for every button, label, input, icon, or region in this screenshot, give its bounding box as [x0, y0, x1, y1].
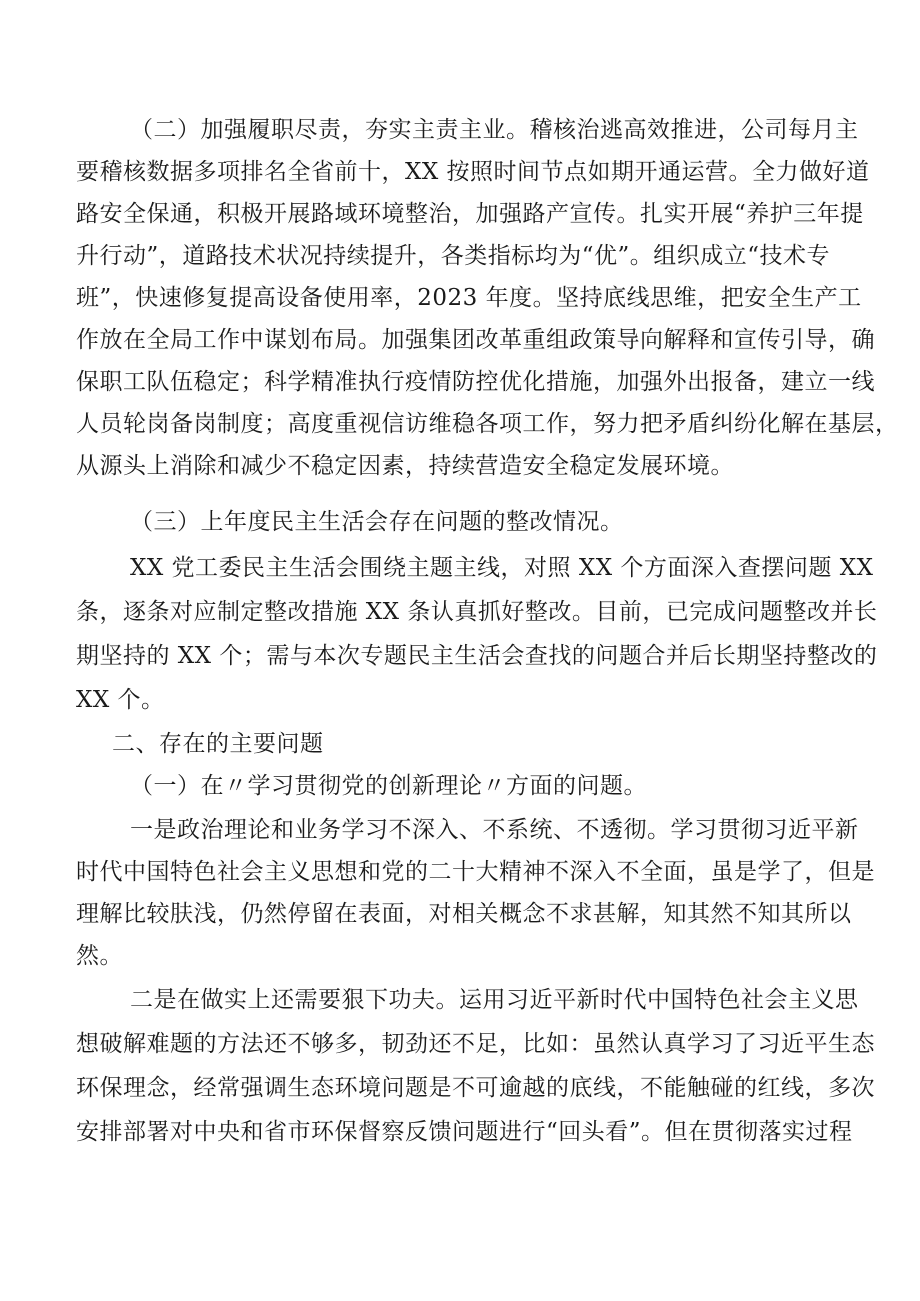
- problem-2-line-2: 想破解难题的方法还不够多，韧劲还不足，比如：虽然认真学习了习近平生态: [76, 1031, 875, 1057]
- section-3-line-1: XX 党工委民主生活会围绕主题主线，对照 XX 个方面深入查摆问题 XX: [130, 555, 874, 581]
- section-2-line-5: 班”，快速修复提高设备使用率，2023 年度。坚持底线思维，把安全生产工: [76, 285, 862, 311]
- section-3-heading: （三）上年度民主生活会存在问题的整改情况。: [130, 509, 624, 535]
- problem-2-line-3: 环保理念，经常强调生态环境问题是不可逾越的底线，不能触碰的红线，多次: [76, 1075, 875, 1101]
- problem-2-line-1: 二是在做实上还需要狠下功夫。运用习近平新时代中国特色社会主义思: [130, 987, 859, 1013]
- section-2-line-6: 作放在全局工作中谋划布局。加强集团改革重组政策导向解释和宣传引导，确: [76, 327, 875, 353]
- problem-1-line-1: 一是政治理论和业务学习不深入、不系统、不透彻。学习贯彻习近平新: [130, 817, 859, 843]
- problem-1-line-3: 理解比较肤浅，仍然停留在表面，对相关概念不求甚解，知其然不知其所以: [76, 901, 852, 927]
- problem-2-line-4: 安排部署对中央和省市环保督察反馈问题进行“回头看”。但在贯彻落实过程: [76, 1119, 853, 1145]
- section-2-line-1: （二）加强履职尽责，夯实主责主业。稽核治逃高效推进，公司每月主: [130, 117, 859, 143]
- section-2-line-8: 人员轮岗备岗制度；高度重视信访维稳各项工作，努力把矛盾纠纷化解在基层，: [76, 411, 899, 437]
- section-3-line-3: 期坚持的 XX 个；需与本次专题民主生活会查找的问题合并后长期坚持整改的: [76, 643, 878, 669]
- section-2-line-2: 要稽核数据多项排名全省前十，XX 按照时间节点如期开通运营。全力做好道: [76, 159, 870, 185]
- section-3-line-2: 条，逐条对应制定整改措施 XX 条认真抓好整改。目前，已完成问题整改并长: [76, 599, 878, 625]
- part-2-heading: 二、存在的主要问题: [112, 731, 324, 757]
- section-2-line-7: 保职工队伍稳定；科学精准执行疫情防控优化措施，加强外出报备，建立一线: [76, 369, 875, 395]
- section-2-line-3: 路安全保通，积极开展路域环境整治，加强路产宣传。扎实开展“养护三年提: [76, 201, 864, 227]
- part-2-sub-heading: （一）在〃学习贯彻党的创新理论〃方面的问题。: [130, 773, 647, 799]
- section-2-line-9: 从源头上消除和减少不稳定因素，持续营造安全稳定发展环境。: [76, 453, 734, 479]
- section-3-line-4: XX 个。: [76, 687, 165, 713]
- problem-1-line-2: 时代中国特色社会主义思想和党的二十大精神不深入不全面，虽是学了，但是: [76, 859, 875, 885]
- section-2-line-4: 升行动”，道路技术状况持续提升，各类指标均为“优”。组织成立“技术专: [76, 243, 831, 269]
- problem-1-line-4: 然。: [76, 943, 123, 969]
